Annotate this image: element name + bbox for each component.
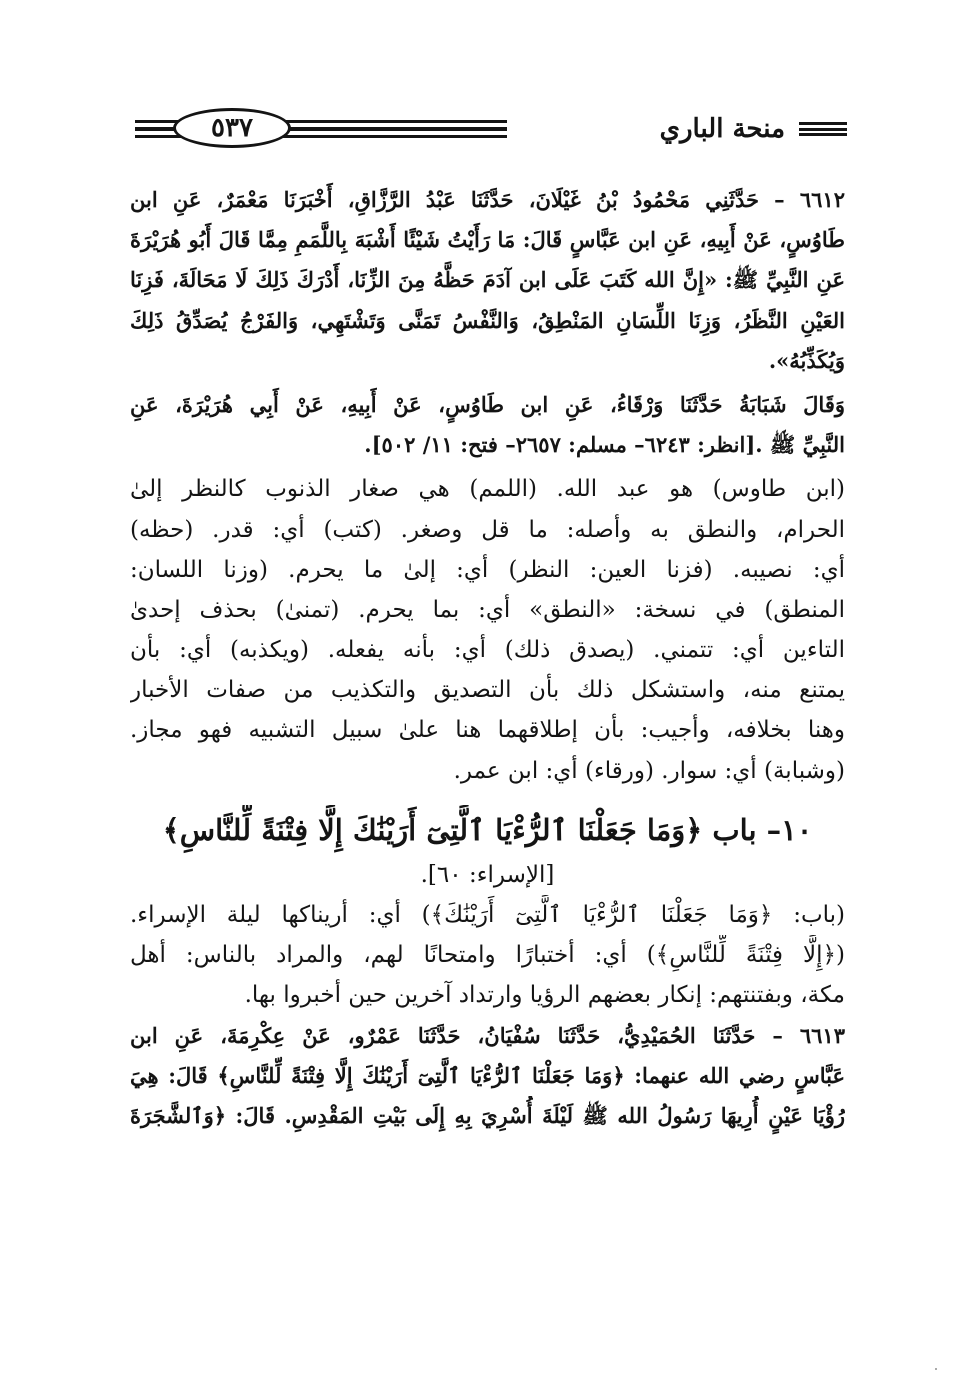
hadith-line: طَاوُسٍ، عَنْ أَبِيهِ، عَنِ ابن عَبَّاسٍ قَالَ: مَا رَأَيْتُ شَيْئًا أَشْبَهَ بِاللَّمَمِ مِمَّا قَالَ أَبُو هُرَيْرَةَ xyxy=(130,227,845,253)
page-number: ٥٣٧ xyxy=(173,108,291,148)
commentary-line: (باب: ﴿وَمَا جَعَلْنَا ٱلرُّءْيَا ٱلَّتِىٓ أَرَيْنَٰكَ﴾) أي: أريناكها ليلة الإسراء. xyxy=(130,902,845,928)
commentary-line: (﴿إِلَّا فِتْنَةً لِّلنَّاسِ﴾) أي: أختبارًا وامتحانًا لهم، والمراد بالناس: أهل xyxy=(130,942,845,969)
commentary-line: يمتنع منه، واستشكل ذلك بأن التصديق والتكذيب من صفات الأخبار xyxy=(130,677,845,704)
commentary-line: وهنا بخلافه، وأجيب: بأن إطلاقهما هنا علىٰ سبيل التشبيه فهو مجاز. xyxy=(130,717,845,744)
hadith-line: عَنِ النَّبِيِّ ﷺ: «إِنَّ الله كَتَبَ عَلَى ابن آدَمَ حَظَّهُ مِنَ الزِّنَا، أَدْرَكَ ذَلِكَ لَا مَحَالَةَ، فَزِنَا xyxy=(130,267,845,293)
commentary-line: التاءين أي: تتمني. (يصدق ذلك) أي: بأنه يفعله. (ويكذبه) أي: بأن xyxy=(130,637,845,664)
page-body xyxy=(130,180,845,1136)
hadith-line: عَبَّاسٍ رضي الله عنهما: ﴿وَمَا جَعَلْنَا ٱلرُّءْيَا ٱلَّتِىٓ أَرَيْنَٰكَ إِلَّا فِتْنَةً لِّلنَّاسِ﴾ قَالَ: هِيَ xyxy=(130,1062,845,1088)
commentary-line: الحرام، والنطق به وأصله: ما قل وصغر. (كتب) أي: قدر. (حظه) xyxy=(130,516,845,543)
commentary-line: أي: نصيبه. (فزنا العين: النظر) أي: إلىٰ ما يحرم. (وزنا اللسان: xyxy=(130,556,845,583)
scan-mark xyxy=(935,1368,937,1370)
hadith-line: ٦٦١٢ – حَدَّثَنِي مَحْمُودُ بْنُ غَيْلَانَ، حَدَّثَنَا عَبْدُ الرَّزَّاقِ، أَخْبَرَنَا مَعْمَرٌ، عَنِ ابن xyxy=(130,187,845,212)
hadith-line: رُؤْيَا عَيْنٍ أُرِيهَا رَسُولُ الله ﷺ لَيْلَةَ أُسْرِيَ بِهِ إِلَى بَيْتِ المَقْدِسِ. قَالَ: ﴿وَٱلشَّجَرَةَ xyxy=(130,1102,845,1128)
hadith-reference: النَّبِيِّ ﷺ .[انظر: ٦٢٤٣– مسلم: ٢٦٥٧– فتح: ١١/ ٥٠٢]. xyxy=(364,432,845,458)
hadith-line: العَيْنِ النَّظَرُ، وَزِنَا اللِّسَانِ المَنْطِقُ، وَالنَّفْسُ تَمَنَّى وَتَشْتَهِي، وَالفَرْجُ يُصَدِّقُ ذَلِكَ xyxy=(130,307,845,333)
commentary-line: (ابن طاوس) هو عبد الله. (اللمم) هي صغار الذنوب كالنظر إلىٰ xyxy=(130,476,845,503)
hadith-line: ٦٦١٣ – حَدَّثَنَا الحُمَيْدِيُّ، حَدَّثَنَا سُفْيَانُ، حَدَّثَنَا عَمْرٌو، عَنْ عِكْرِمَةَ، عَنِ ابن xyxy=(130,1022,845,1048)
book-title: منحة الباري xyxy=(659,114,785,144)
commentary-line: المنطق) في نسخة: «النطق» أي: بما يحرم. (تمنىٰ) بحذف إحدىٰ xyxy=(130,596,845,623)
hadith-line: وَيُكَذِّبُهُ». xyxy=(768,347,845,373)
header-ornament-right xyxy=(799,122,847,136)
page-header xyxy=(135,100,847,156)
commentary-line: (وشبابة) أي: سوار. (ورقاء) أي: ابن عمر. xyxy=(453,757,845,784)
commentary-line: مكة، وبفتنتهم: إنكار بعضهم الرؤيا وارتداد آخرين حين أخبروا بها. xyxy=(244,982,845,1009)
hadith-line: وَقَالَ شَبَابَةُ حَدَّثَنَا وَرْقَاءُ، عَنِ ابن طَاوُسٍ، عَنْ أَبِيهِ، عَنْ أَبِي هُرَيْرَةَ، عَنِ xyxy=(130,391,845,417)
chapter-heading: ١٠– باب ﴿وَمَا جَعَلْنَا ٱلرُّءْيَا ٱلَّتِىٓ أَرَيْنَٰكَ إِلَّا فِتْنَةً لِّلنَّاسِ﴾ xyxy=(162,812,813,847)
chapter-verse-reference: [الإسراء: ٦٠]. xyxy=(420,861,555,888)
